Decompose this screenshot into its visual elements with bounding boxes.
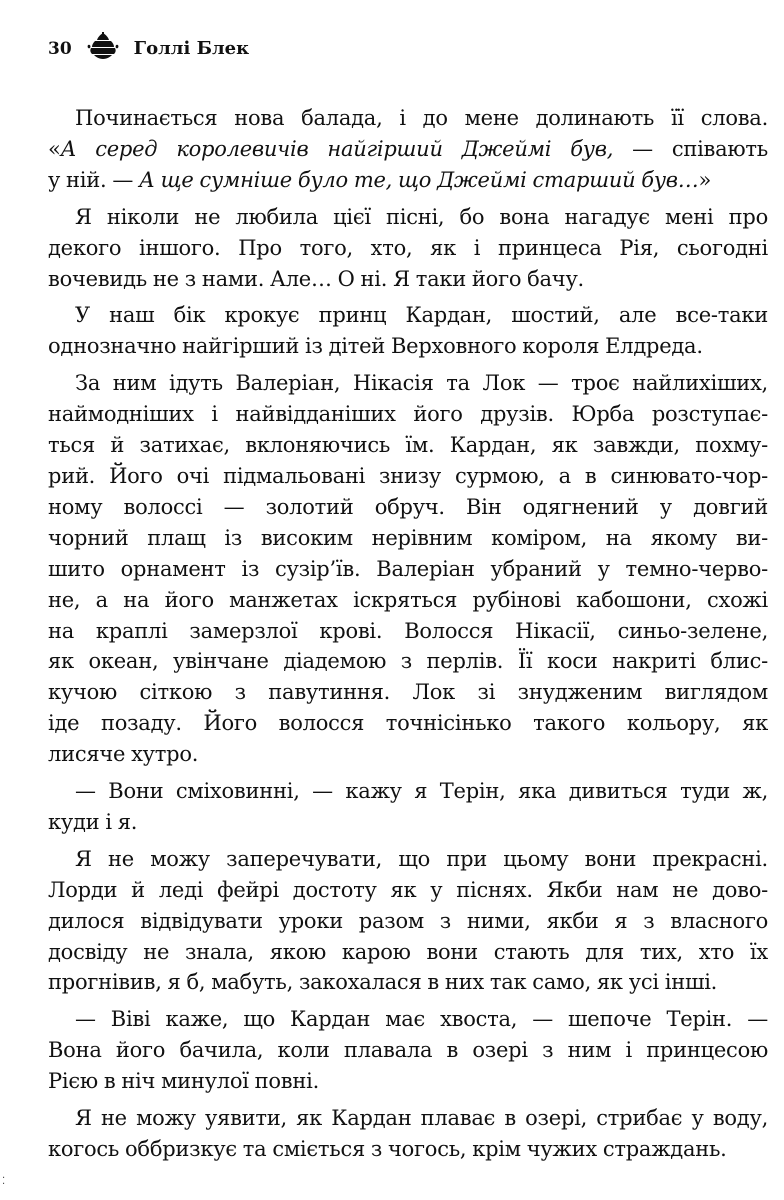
paragraph bbox=[48, 103, 768, 196]
text-segment: Рією в ніч минулої повні. bbox=[48, 1069, 319, 1094]
text-line bbox=[48, 739, 768, 770]
text-line bbox=[48, 554, 768, 585]
text-segment: не, а на його манжетах іскряться рубінові кабошони, схожі bbox=[48, 587, 768, 612]
text-segment: Вона його бачила, коли плавала в озері з ним і принцесою bbox=[48, 1038, 768, 1063]
text-line bbox=[48, 585, 768, 616]
text-segment: декого іншого. Про того, хто, як і принцеса Рія, сьогодні bbox=[48, 235, 768, 260]
text-line bbox=[48, 103, 768, 134]
text-segment: Я не можу заперечувати, що при цьому вони прекрасні. bbox=[75, 846, 768, 871]
text-line bbox=[48, 844, 768, 875]
text-line bbox=[48, 616, 768, 647]
text-line bbox=[48, 677, 768, 708]
text-line bbox=[48, 492, 768, 523]
text-line bbox=[48, 399, 768, 430]
text-segment: — Вони сміховинні, — кажу я Терін, яка дивиться туди ж, bbox=[75, 779, 768, 804]
text-segment: наймодніших і найвідданіших його друзів. Юрба розступає- bbox=[48, 402, 768, 427]
text-line bbox=[48, 967, 768, 998]
text-line bbox=[48, 233, 768, 264]
paragraph bbox=[48, 368, 768, 770]
text-segment: кучою сіткою з павутиння. Лок зі знудженим виглядом bbox=[48, 680, 768, 705]
text-segment: рий. Його очі підмальовані знизу сурмою, а в синювато-чор- bbox=[48, 463, 768, 488]
text-segment: чорний плащ із високим нерівним коміром, на якому ви- bbox=[48, 525, 768, 550]
text-line bbox=[48, 937, 768, 968]
text-line bbox=[48, 1004, 768, 1035]
paragraph bbox=[48, 1004, 768, 1097]
text-segment: куди і я. bbox=[48, 809, 138, 834]
text-segment: шито орнамент із сузір’їв. Валеріан убраний у темно-червo- bbox=[48, 556, 768, 581]
text-line bbox=[48, 646, 768, 677]
text-line bbox=[48, 300, 768, 331]
text-segment: — співають bbox=[613, 136, 768, 161]
text-line bbox=[48, 331, 768, 362]
scan-mark: ⁚ bbox=[2, 1176, 6, 1187]
paragraph bbox=[48, 776, 768, 838]
text-segment: ться й затихає, вклоняючись їм. Кардан, як завжди, похму- bbox=[48, 433, 768, 458]
text-line bbox=[48, 165, 768, 196]
text-line bbox=[48, 202, 768, 233]
text-segment: Я не можу уявити, як Кардан плаває в озері, стрибає у воду, bbox=[75, 1106, 768, 1131]
paragraph bbox=[48, 844, 768, 999]
text-line bbox=[48, 134, 768, 165]
paragraph bbox=[48, 300, 768, 362]
italic-quote: А ще сумніше було те, що Джеймі старший був… bbox=[139, 167, 699, 192]
text-segment: За ним ідуть Валеріан, Нікасія та Лок — троє найлихіших, bbox=[75, 371, 768, 396]
text-segment: лисяче хутро. bbox=[48, 742, 199, 767]
author-name: Голлі Блек bbox=[133, 38, 250, 59]
text-segment: прогнівив, я б, мабуть, закохалася в них так само, як усі інші. bbox=[48, 970, 718, 995]
text-segment: У наш бік крокує принц Кардан, шостий, але все-таки bbox=[75, 303, 768, 328]
text-line bbox=[48, 708, 768, 739]
text-line bbox=[48, 523, 768, 554]
text-line bbox=[48, 1134, 768, 1165]
page-number: 30 bbox=[48, 38, 72, 59]
text-segment: іде позаду. Його волосся точнісінько такого кольору, як bbox=[48, 711, 768, 736]
text-segment: Починається нова балада, і до мене долинають її слова. bbox=[75, 106, 768, 130]
text-segment: Лорди й леді фейрі достоту як у піснях. Якби нам не дово- bbox=[48, 877, 768, 902]
text-segment: однозначно найгірший із дітей Верховного короля Елдреда. bbox=[48, 334, 703, 359]
text-segment: на краплі замерзлої крові. Волосся Нікасії, синьо-зелене, bbox=[48, 618, 768, 643]
text-line bbox=[48, 1066, 768, 1097]
running-header bbox=[48, 32, 249, 65]
pinecone-icon bbox=[86, 32, 120, 65]
paragraph bbox=[48, 1103, 768, 1165]
text-line bbox=[48, 368, 768, 399]
text-line bbox=[48, 1035, 768, 1066]
text-segment: дилося відвідувати уроки разом з ними, якби я з власного bbox=[48, 908, 768, 933]
text-segment: когось оббризкує та сміється з чогось, крім чужих страждань. bbox=[48, 1137, 727, 1161]
text-segment: » bbox=[698, 167, 712, 192]
text-line bbox=[48, 807, 768, 838]
paragraph bbox=[48, 202, 768, 295]
text-line bbox=[48, 875, 768, 906]
text-line bbox=[48, 906, 768, 937]
text-line bbox=[48, 264, 768, 295]
text-segment: як океан, увінчане діадемою з перлів. Її коси накриті блис- bbox=[48, 649, 768, 674]
text-line bbox=[48, 776, 768, 807]
text-segment: « bbox=[48, 136, 61, 161]
text-segment: ному волоссі — золотий обруч. Він одягнений у довгий bbox=[48, 494, 768, 519]
text-segment: досвіду не знала, якою карою вони стають для тих, хто їх bbox=[48, 939, 768, 964]
text-segment: Я ніколи не любила цієї пісні, бо вона нагадує мені про bbox=[75, 204, 768, 229]
text-line bbox=[48, 1103, 768, 1134]
text-line bbox=[48, 461, 768, 492]
body-text bbox=[48, 103, 768, 1171]
text-segment: вочевидь не з нами. Але… О ні. Я таки його бачу. bbox=[48, 266, 584, 291]
text-line bbox=[48, 430, 768, 461]
text-segment: — Віві каже, що Кардан має хвоста, — шепоче Терін. — bbox=[75, 1007, 768, 1032]
text-segment: у ній. — bbox=[48, 167, 140, 192]
italic-quote: А серед королевичів найгірший Джеймі був, bbox=[60, 136, 614, 161]
